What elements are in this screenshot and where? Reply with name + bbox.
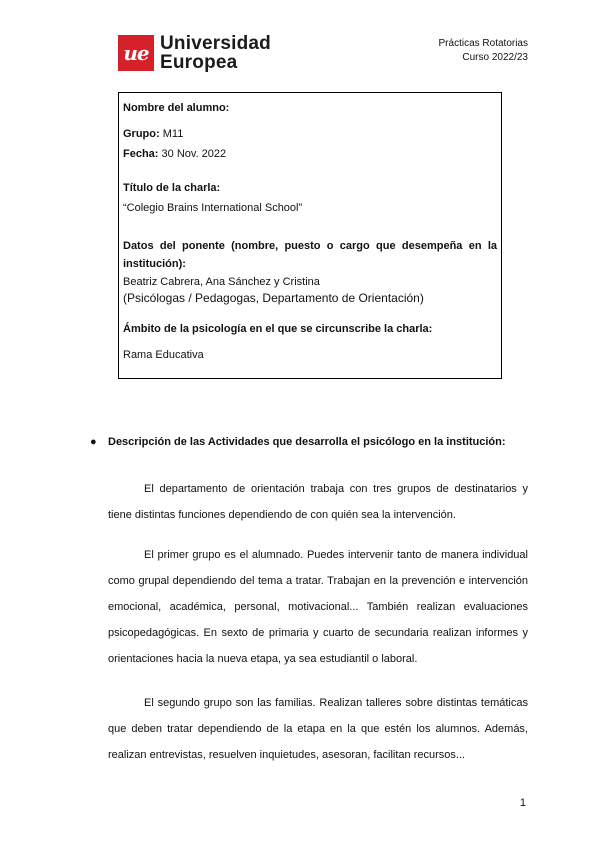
scope-label: Ámbito de la psicología en el que se circunscribe la charla: [123, 323, 433, 335]
bullet-icon: ● [90, 436, 97, 448]
paragraph-1 [108, 476, 528, 528]
logo-line-2: Europea [160, 52, 238, 73]
paragraph-2 [108, 542, 528, 672]
scope-value: Rama Educativa [123, 349, 204, 361]
header-course-title: Prácticas Rotatorias [438, 38, 528, 49]
group-label: Grupo: [123, 128, 160, 140]
talk-title-value: “Colegio Brains International School” [123, 202, 303, 214]
logo-line-1: Universidad [160, 33, 271, 54]
paragraph-line: El segundo grupo son las familias. Realizan talleres sobre distintas temáticas [144, 697, 528, 709]
date-row [123, 146, 497, 162]
speaker-names: Beatriz Cabrera, Ana Sánchez y Cristina [123, 276, 320, 288]
paragraph-line: El primer grupo es el alumnado. Puedes intervenir tanto de manera individual [144, 549, 528, 561]
header-course-info [439, 37, 528, 65]
logo-mark-icon: ue [118, 35, 154, 71]
paragraph-line: realizan entrevistas, resuelven inquietudes, asesoran, facilitan recursos... [108, 749, 466, 761]
student-info-box [118, 92, 502, 379]
speaker-label-line-1: Datos del ponente (nombre, puesto o cargo que desempeña en la [123, 240, 497, 252]
header-course-year: Curso 2022/23 [462, 52, 528, 63]
paragraph-3 [108, 690, 528, 768]
paragraph-line: como grupal dependiendo del tema a tratar. Trabajan en la prevención e intervención [108, 575, 528, 587]
group-value: M11 [162, 128, 184, 140]
logo-wordmark [160, 34, 271, 72]
speaker-roles: (Psicólogas / Pedagogas, Departamento de Orientación) [123, 291, 424, 305]
section-heading-text: Descripción de las Actividades que desarrolla el psicólogo en la institución: [108, 436, 506, 448]
paragraph-line: que deben tratar dependiendo de la etapa en la que estén los alumnos. Además, [108, 723, 528, 735]
paragraph-line: emocional, académica, personal, motivacional... También realizan evaluaciones [108, 601, 528, 613]
university-logo [118, 34, 271, 72]
speaker-label-line-2: institución): [123, 258, 186, 270]
paragraph-line: orientaciones hacia la nueva etapa, ya sea estudiantil o laboral. [108, 653, 418, 665]
talk-title-label: Título de la charla: [123, 182, 221, 194]
paragraph-line: tiene distintas funciones dependiendo de con quién sea la intervención. [108, 509, 456, 521]
page-number: 1 [519, 797, 526, 809]
date-label: Fecha: [123, 148, 159, 160]
paragraph-line: El departamento de orientación trabaja con tres grupos de destinatarios y [144, 483, 528, 495]
group-row [123, 126, 497, 142]
paragraph-line: psicopedagógicas. En sexto de primaria y cuarto de secundaria realizan informes y [108, 627, 528, 639]
date-value: 30 Nov. 2022 [161, 148, 227, 160]
student-name-label: Nombre del alumno: [123, 102, 230, 114]
